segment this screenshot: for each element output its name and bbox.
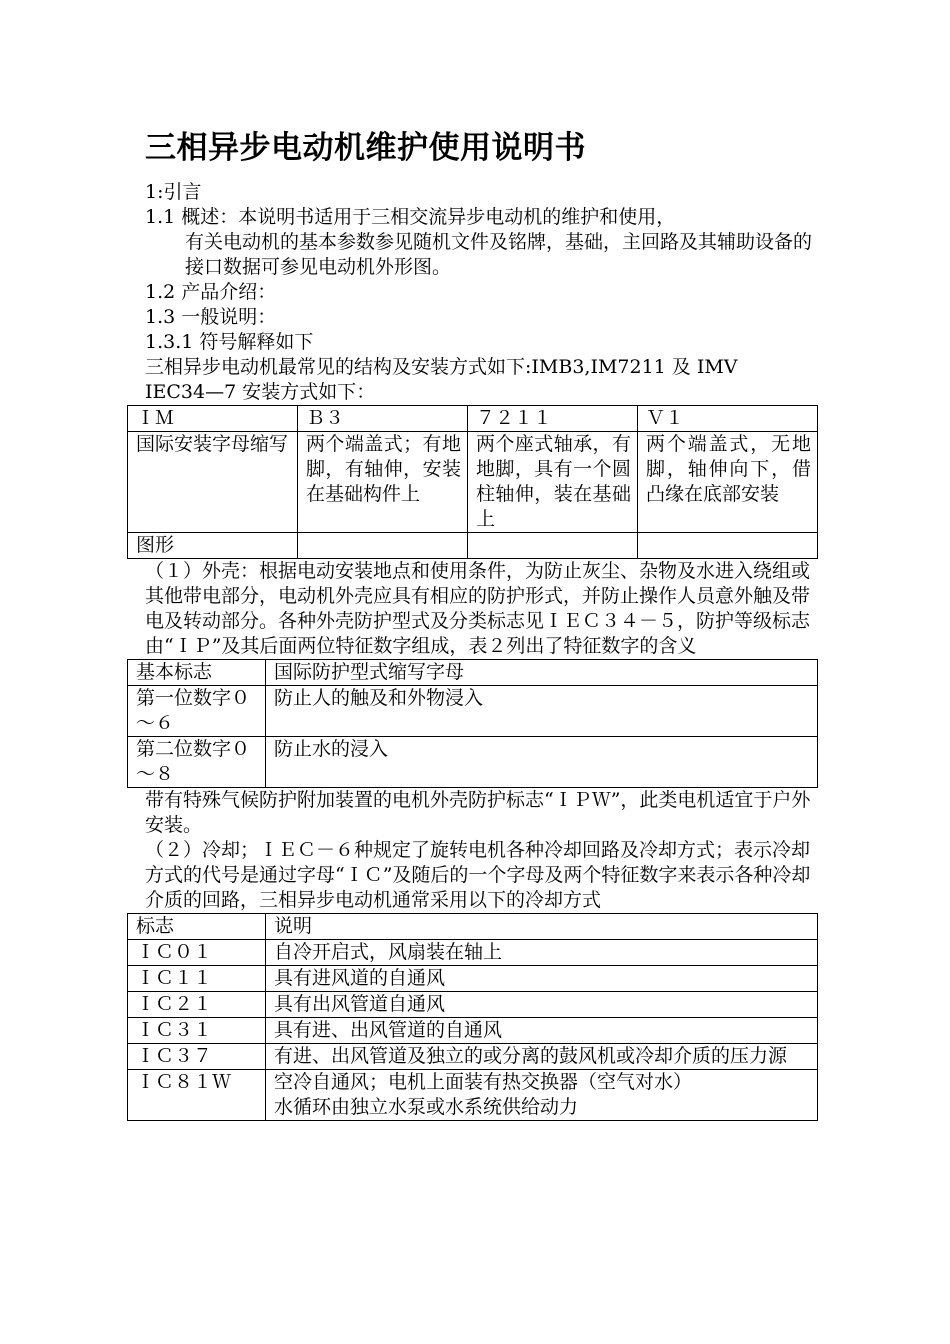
table-cell: 有进、出风管道及独立的或分离的鼓风机或冷却介质的压力源 (266, 1044, 818, 1070)
table-row (128, 992, 818, 1018)
table-row (128, 660, 818, 686)
table-cell (298, 533, 468, 559)
cooling-header-code: 标志 (128, 914, 266, 940)
cooling-paragraph: （２）冷却；ＩＥＣ－６种规定了旋转电机各种冷却回路及冷却方式；表示冷却方式的代号是通过字母“ＩＣ”及随后的一个字母及两个特征数字来表示各种冷却介质的回路，三相异步电动机通常采用以下的冷却方式 (145, 839, 811, 911)
section-1-2-heading: 1.2 产品介绍： (145, 281, 277, 303)
table-cell (468, 533, 638, 559)
table-cell: 国际安装字母缩写 (128, 432, 298, 533)
table-cell: 两个座式轴承，有地脚，具有一个圆柱轴伸，装在基础上 (468, 432, 638, 533)
cooling-table (127, 913, 818, 1121)
mounting-header-b3: Ｂ３ (298, 406, 468, 432)
cell-line: 空冷自通风；电机上面装有热交换器（空气对水） (274, 1071, 693, 1093)
section-1-3-heading: 1.3 一般说明： (145, 306, 277, 328)
table-cell: 国际防护型式缩写字母 (266, 660, 818, 686)
table-row (128, 966, 818, 992)
mounting-header-7211: ７２１１ (468, 406, 638, 432)
table-cell: ＩＣ１１ (128, 966, 266, 992)
table-cell: 基本标志 (128, 660, 266, 686)
cooling-table-header-row (128, 914, 818, 940)
table-row (128, 1070, 818, 1121)
mounting-intro-line1: 三相异步电动机最常见的结构及安装方式如下:IMB3,IM7211 及 IMV (145, 356, 738, 378)
table-cell: ＩＣ３７ (128, 1044, 266, 1070)
table-cell: ＩＣ３１ (128, 1018, 266, 1044)
table-cell: 具有进、出风管道的自通风 (266, 1018, 818, 1044)
table-cell: 具有出风管道自通风 (266, 992, 818, 1018)
ipw-paragraph: 带有特殊气候防护附加装置的电机外壳防护标志“ＩＰＷ”，此类电机适宜于户外安装。 (145, 789, 811, 836)
cooling-header-desc: 说明 (266, 914, 818, 940)
mounting-header-v1: Ｖ１ (638, 406, 818, 432)
table-cell: 具有进风道的自通风 (266, 966, 818, 992)
enclosure-paragraph: （１）外壳：根据电动安装地点和使用条件，为防止灰尘、杂物及水进入绕组或其他带电部分，电动机外壳应具有相应的防护形式，并防止操作人员意外触及带电及转动部分。各种外壳防护型式及分类标志见ＩＥＣ３４－５，防护等级标志由“ＩＰ”及其后面两位特征数字组成，表２列出了特征数字的含义 (145, 560, 811, 657)
table-cell: 两个端盖式，无地脚，轴伸向下，借凸缘在底部安装 (638, 432, 818, 533)
table-cell: 第二位数字０～８ (128, 737, 266, 788)
mounting-intro-line2: IEC34—7 安装方式如下： (145, 381, 376, 403)
table-row (128, 940, 818, 966)
mounting-table (127, 405, 818, 559)
document-page (136, 128, 815, 1121)
section-1-1-rest: 有关电动机的基本参数参见随机文件及铭牌，基础，主回路及其辅助设备的接口数据可参见电动机外形图。 (185, 231, 813, 278)
table-row (128, 1044, 818, 1070)
cell-line: 水循环由独立水泵或水系统供给动力 (274, 1096, 579, 1118)
section-1-1-line: 1.1 概述：本说明书适用于三相交流异步电动机的维护和使用， (145, 206, 676, 228)
table-row (128, 737, 818, 788)
table-cell: ＩＣ０１ (128, 940, 266, 966)
table-cell: 防止人的触及和外物浸入 (266, 686, 818, 737)
table-row (128, 686, 818, 737)
table-cell: ＩＣ８１Ｗ (128, 1070, 266, 1121)
ip-table (127, 659, 818, 788)
table-cell: 防止水的浸入 (266, 737, 818, 788)
table-cell: 自冷开启式，风扇装在轴上 (266, 940, 818, 966)
mounting-table-header-row (128, 406, 818, 432)
mounting-table-figure-row (128, 533, 818, 559)
mounting-header-im: ＩＭ (128, 406, 298, 432)
document-title: 三相异步电动机维护使用说明书 (145, 130, 586, 166)
table-row (128, 1018, 818, 1044)
table-cell (266, 1070, 818, 1121)
table-cell: 两个端盖式；有地脚，有轴伸，安装在基础构件上 (298, 432, 468, 533)
table-cell: 第一位数字０～６ (128, 686, 266, 737)
section-1-3-1-heading: 1.3.1 符号解释如下 (145, 331, 314, 353)
table-cell: ＩＣ２１ (128, 992, 266, 1018)
table-cell (638, 533, 818, 559)
mounting-table-abbr-row (128, 432, 818, 533)
section-1-heading: 1:引言 (145, 181, 202, 203)
table-cell: 图形 (128, 533, 298, 559)
